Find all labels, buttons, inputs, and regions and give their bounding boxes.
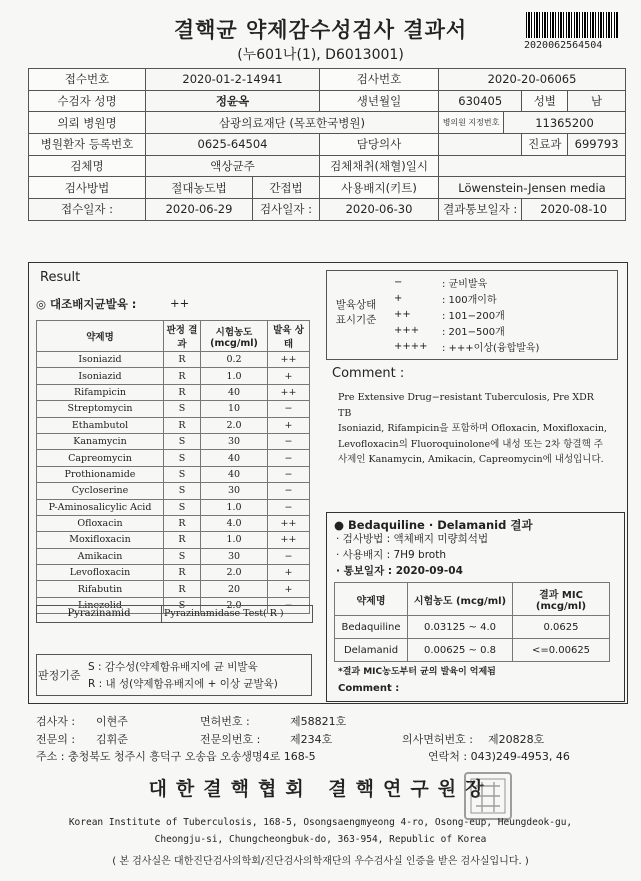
drug-judge: R [164, 581, 201, 597]
drug-row [37, 450, 310, 466]
control-growth-label: ◎ 대조배지균발육 : [36, 297, 137, 311]
drug-growth: + [268, 368, 310, 384]
sex: 남 [568, 90, 626, 112]
col-conc: 시험농도 (mcg/ml) [201, 321, 268, 352]
receipt-no: 2020-01-2-14941 [146, 69, 320, 91]
comment-line-5: 사제인 Kanamycin, Amikacin, Capreomycin에 내성입니다. [338, 454, 604, 465]
legend-desc: : 균비발육 [442, 278, 488, 290]
drug-drug: Isoniazid [37, 352, 164, 368]
bdq-medium: · 사용배지 : 7H9 broth [336, 549, 447, 561]
bdq-conc: 0.03125 ~ 4.0 [408, 616, 513, 639]
drug-judge: R [164, 384, 201, 400]
drug-growth: − [268, 466, 310, 482]
drug-conc: 1.0 [201, 368, 268, 384]
doctor-license-no: 제20828호 [488, 733, 545, 746]
specialist-no-label: 전문의번호 : [200, 733, 261, 746]
drug-growth: + [268, 581, 310, 597]
drug-growth: ++ [268, 532, 310, 548]
col-judge: 판정 결과 [164, 321, 201, 352]
legend-row [390, 338, 543, 354]
receipt-date-label: 접수일자 : [29, 199, 146, 221]
drug-row [37, 433, 310, 449]
drug-growth: + [268, 565, 310, 581]
drug-drug: Moxifloxacin [37, 532, 164, 548]
drug-conc: 2.0 [201, 417, 268, 433]
legend-desc: : 201−500개 [442, 326, 505, 338]
drug-growth: ++ [268, 352, 310, 368]
drug-conc: 2.0 [201, 565, 268, 581]
hospital-code: 11365200 [504, 112, 626, 134]
receipt-date: 2020-06-29 [146, 199, 253, 221]
legend-desc: : +++이상(융합발육) [442, 342, 540, 354]
legend-row [390, 274, 543, 290]
drug-conc: 20 [201, 581, 268, 597]
bdq-result-table [334, 582, 610, 662]
drug-row [37, 352, 310, 368]
specialist-no: 제234호 [290, 733, 333, 746]
comment-line-4: Levofloxacin의 Fluoroquinolone에 내성 또는 2차 항결핵 주 [338, 438, 603, 450]
official-seal-icon [464, 772, 512, 820]
drug-growth: − [268, 499, 310, 515]
drug-judge: R [164, 565, 201, 581]
drug-judge: S [164, 433, 201, 449]
drug-judge: S [164, 548, 201, 564]
legend-sym: +++ [394, 324, 420, 336]
bdq-col-mic: 결과 MIC (mcg/ml) [513, 583, 610, 616]
tester-name: 이현주 [96, 715, 128, 728]
report-date: 2020-08-10 [522, 199, 626, 221]
drug-row [37, 368, 310, 384]
drug-row [37, 532, 310, 548]
drug-drug: Levofloxacin [37, 565, 164, 581]
comment-body [338, 390, 618, 468]
doctor-label: 담당의사 [320, 134, 439, 156]
test-no: 2020-20-06065 [439, 69, 626, 91]
drug-growth: − [268, 548, 310, 564]
drug-drug: Prothionamide [37, 466, 164, 482]
drug-judge: S [164, 499, 201, 515]
barcode-number: 2020062564504 [524, 40, 603, 51]
drug-growth: − [268, 483, 310, 499]
drug-row [37, 565, 310, 581]
criteria-s: S : 감수성(약제함유배지에 균 비발육 [88, 661, 258, 673]
legend-table [390, 274, 543, 354]
patient-name-label: 수검자 성명 [29, 90, 146, 112]
drug-conc: 1.0 [201, 499, 268, 515]
method-indirect: 간접법 [253, 177, 320, 199]
bdq-drug: Delamanid [335, 639, 408, 662]
bdq-report-date: · 통보일자 : 2020-09-04 [336, 565, 463, 577]
drug-conc: 30 [201, 433, 268, 449]
bdq-drug: Bedaquiline [335, 616, 408, 639]
drug-judge: S [164, 466, 201, 482]
barcode-image [526, 12, 618, 38]
drug-row [37, 466, 310, 482]
drug-judge: S [164, 401, 201, 417]
drug-row [37, 548, 310, 564]
legend-row [390, 306, 543, 322]
legend-sym: + [394, 292, 403, 304]
drug-drug: Ofloxacin [37, 515, 164, 531]
hospital-code-label: 병의원 지정번호 [439, 112, 504, 134]
drug-drug: Rifabutin [37, 581, 164, 597]
test-date-label: 검사일자 : [253, 199, 320, 221]
report-title: 결핵균 약제감수성검사 결과서 [173, 18, 468, 42]
drug-growth: − [268, 597, 310, 613]
bdq-col-drug: 약제명 [335, 583, 408, 616]
bdq-col-conc: 시험농도 (mcg/ml) [408, 583, 513, 616]
drug-drug: Kanamycin [37, 433, 164, 449]
drug-row [37, 483, 310, 499]
bdq-note: *결과 MIC농도부터 균의 발육이 억제됨 [338, 667, 496, 677]
drug-growth: ++ [268, 384, 310, 400]
drug-growth: ++ [268, 515, 310, 531]
reg-no: 0625-64504 [146, 134, 320, 156]
drug-conc: 40 [201, 450, 268, 466]
drug-conc: 2.0 [201, 597, 268, 613]
drug-conc: 1.0 [201, 532, 268, 548]
pza-result: Pyrazinamidase Test( R ) [161, 605, 313, 623]
drug-drug: Ethambutol [37, 417, 164, 433]
criteria-r: R : 내 성(약제함유배지에 + 이상 균발육) [88, 678, 278, 690]
drug-drug: Amikacin [37, 548, 164, 564]
drug-judge: S [164, 597, 201, 613]
drug-drug: Rifampicin [37, 384, 164, 400]
bdq-mic: 0.0625 [513, 616, 610, 639]
drug-drug: Linezolid [37, 597, 164, 613]
criteria-label: 판정기준 [38, 669, 81, 682]
method-label: 검사방법 [29, 177, 146, 199]
reg-no-label: 병원환자 등록번호 [29, 134, 146, 156]
drug-row [37, 417, 310, 433]
drug-judge: R [164, 515, 201, 531]
collect-date-label: 검체채취(채혈)일시 [320, 155, 439, 177]
report-date-label: 결과통보일자 : [439, 199, 522, 221]
dept-label: 진료과 [522, 134, 568, 156]
legend-row [390, 290, 543, 306]
legend-sym: − [394, 276, 403, 288]
drug-drug: Capreomycin [37, 450, 164, 466]
hospital-label: 의뢰 병원명 [29, 112, 146, 134]
drug-row [37, 384, 310, 400]
drug-row [37, 515, 310, 531]
institute-en-line-1: Korean Institute of Tuberculosis, 168-5, Osongsaengmyeong 4-ro, Osong-eup, Heungdeok-gu, [68, 817, 573, 828]
bdq-title: ● Bedaquiline · Delamanid 결과 [334, 518, 533, 532]
legend-sym: ++ [394, 308, 411, 320]
drug-result-table [36, 320, 310, 614]
contact: 연락처 : 043)249-4953, 46 [428, 750, 570, 763]
specimen: 액상균주 [146, 155, 320, 177]
address: 주소 : 충청북도 청주시 흥덕구 오송읍 오송생명4로 168-5 [36, 750, 316, 763]
legend-sym: ++++ [394, 340, 428, 352]
legend-label: 발육상태 표시기준 [335, 299, 377, 326]
drug-judge: S [164, 483, 201, 499]
doctor [439, 134, 522, 156]
hospital-name: 삼광의료재단 (목포한국병원) [146, 112, 439, 134]
bdq-row [335, 616, 610, 639]
patient-name: 정윤옥 [146, 90, 320, 112]
specialist-name: 김휘준 [96, 733, 128, 746]
certification-note: ( 본 검사실은 대한진단검사의학회/진단검사의학재단의 우수검사실 인증을 받은 검사실입니다. ) [112, 856, 529, 867]
comment-title: Comment : [332, 366, 405, 381]
drug-judge: R [164, 532, 201, 548]
result-title: Result [40, 270, 81, 285]
legend-row [390, 322, 543, 338]
drug-growth: − [268, 450, 310, 466]
drug-drug: Streptomycin [37, 401, 164, 417]
receipt-no-label: 접수번호 [29, 69, 146, 91]
comment-line-2: TB [338, 407, 352, 419]
specialist-label: 전문의 : [36, 733, 76, 746]
comment-line-3: Isoniazid, Rifampicin을 포함하며 Ofloxacin, Moxifloxacin, [338, 423, 608, 434]
drug-judge: R [164, 352, 201, 368]
specimen-label: 검체명 [29, 155, 146, 177]
col-growth: 발육 상태 [268, 321, 310, 352]
dob: 630405 [439, 90, 522, 112]
collect-date [439, 155, 626, 177]
drug-row [37, 401, 310, 417]
bdq-row [335, 639, 610, 662]
drug-growth: − [268, 433, 310, 449]
method-absolute: 절대농도법 [146, 177, 253, 199]
col-drug: 약제명 [37, 321, 164, 352]
dob-label: 생년월일 [320, 90, 439, 112]
drug-drug: Cycloserine [37, 483, 164, 499]
drug-conc: 30 [201, 548, 268, 564]
medium: Löwenstein-Jensen media [439, 177, 626, 199]
bdq-mic: <=0.00625 [513, 639, 610, 662]
drug-conc: 4.0 [201, 515, 268, 531]
pza-drug: Pyrazinamid [36, 605, 162, 623]
drug-growth: − [268, 401, 310, 417]
drug-conc: 0.2 [201, 352, 268, 368]
drug-conc: 40 [201, 384, 268, 400]
sex-label: 성별 [522, 90, 568, 112]
drug-judge: S [164, 450, 201, 466]
drug-growth: + [268, 417, 310, 433]
drug-conc: 10 [201, 401, 268, 417]
control-growth-value: ++ [170, 296, 190, 310]
legend-desc: : 101−200개 [442, 310, 505, 322]
drug-row [37, 581, 310, 597]
bdq-conc: 0.00625 ~ 0.8 [408, 639, 513, 662]
test-date: 2020-06-30 [320, 199, 439, 221]
drug-judge: R [164, 368, 201, 384]
tester-label: 검사자 : [36, 715, 76, 728]
bdq-method: · 검사방법 : 액체배지 미량희석법 [336, 533, 489, 545]
legend-desc: : 100개이하 [442, 294, 497, 306]
doctor-license-label: 의사면허번호 : [402, 733, 473, 746]
institute-name: 대한결핵협회 결핵연구원장 [148, 778, 493, 800]
drug-drug: Isoniazid [37, 368, 164, 384]
license-label: 면허번호 : [200, 715, 250, 728]
report-code: (누601나(1), D6013001) [237, 47, 404, 63]
drug-conc: 30 [201, 483, 268, 499]
bdq-comment: Comment : [338, 683, 400, 694]
license-no: 제58821호 [290, 715, 347, 728]
drug-drug: P-Aminosalicylic Acid [37, 499, 164, 515]
patient-info-table [28, 68, 626, 221]
comment-line-1: Pre Extensive Drug−resistant Tuberculosis, Pre XDR [338, 392, 594, 403]
drug-row [37, 499, 310, 515]
institute-en-line-2: Cheongju-si, Chungcheongbuk-do, 363-954, Republic of Korea [154, 834, 487, 845]
test-no-label: 검사번호 [320, 69, 439, 91]
drug-conc: 40 [201, 466, 268, 482]
dept: 699793 [568, 134, 626, 156]
medium-label: 사용배지(키트) [320, 177, 439, 199]
drug-judge: R [164, 417, 201, 433]
